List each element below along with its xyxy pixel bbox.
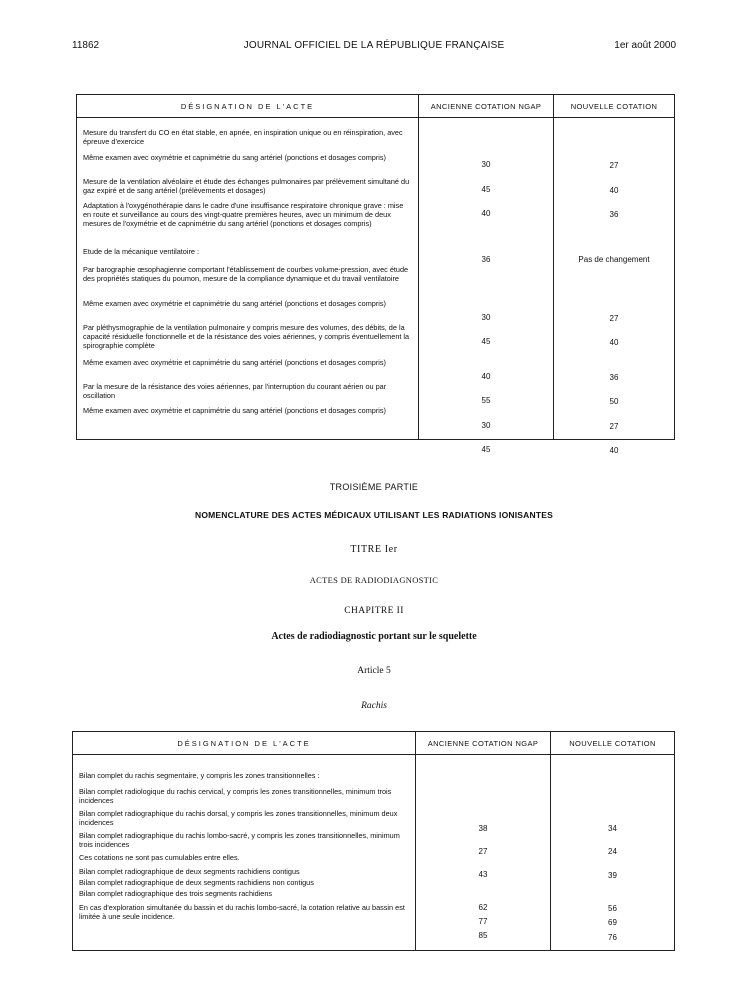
new-cotation-value: 40 bbox=[609, 446, 619, 455]
table-row-designation: Etude de la mécanique ventilatoire : bbox=[83, 247, 200, 256]
new-cotation-value: 36 bbox=[609, 373, 619, 382]
table-row-designation: Adaptation à l'oxygénothérapie dans le cadre d'une insuffisance respiratoire chronique grave : mise en route et surveillance au cours des vingt-quatre premières heures, avec un minimum de deux mesures de l'oxymétrie et de capnimétrie du sang artériel (ponctions et dosages compris) bbox=[83, 201, 404, 228]
table-header-row bbox=[77, 95, 675, 118]
title-heading: TITRE Ier bbox=[350, 544, 398, 555]
table-row-designation: Par pléthysmographie de la ventilation pulmonaire y compris mesure des volumes, des débits, de la capacité résiduelle fonctionnelle et de la résistance des voies aériennes, y compris éventuellement la spirographie complète bbox=[83, 323, 410, 350]
cotation-table-rachis bbox=[72, 731, 675, 951]
table-row-designation: Bilan complet radiographique de deux segments rachidiens non contigus bbox=[79, 878, 314, 887]
column-header-designation: DÉSIGNATION DE L'ACTE bbox=[73, 732, 416, 755]
new-cotation-value: 50 bbox=[609, 397, 619, 406]
old-cotation-value: 85 bbox=[478, 931, 488, 940]
table-row-designation: Même examen avec oxymétrie et capnimétrie du sang artériel (ponctions et dosages compris) bbox=[83, 299, 386, 308]
table-row-designation: Mesure du transfert du CO en état stable, en apnée, en inspiration unique ou en réinspiration, avec épreuve d'exercice bbox=[83, 128, 403, 146]
old-cotation-value: 43 bbox=[478, 870, 488, 879]
article-heading: Article 5 bbox=[357, 666, 391, 676]
table-row-designation: Même examen avec oxymétrie et capnimétrie du sang artériel (ponctions et dosages compris) bbox=[83, 153, 386, 162]
table-row-designation: Même examen avec oxymétrie et capnimétrie du sang artériel (ponctions et dosages compris) bbox=[83, 358, 386, 367]
table-header-row bbox=[73, 732, 675, 755]
table-row-designation: Par la mesure de la résistance des voies aériennes, par l'interruption du courant aérien ou par oscillation bbox=[83, 382, 387, 400]
publication-date: 1er août 2000 bbox=[614, 40, 676, 51]
chapter-heading: CHAPITRE II bbox=[344, 606, 404, 616]
nomenclature-heading: NOMENCLATURE DES ACTES MÉDICAUX UTILISANT LES RADIATIONS IONISANTES bbox=[195, 510, 553, 520]
new-cotation-value: 24 bbox=[608, 847, 617, 856]
designation-list bbox=[79, 771, 409, 925]
old-cotation-value: 40 bbox=[481, 372, 491, 381]
table-row-designation: Bilan complet radiographique des trois segments rachidiens bbox=[79, 889, 273, 898]
new-cotation-value: 40 bbox=[609, 338, 619, 347]
new-cotation-value: 27 bbox=[609, 422, 619, 431]
old-cotation-column bbox=[419, 118, 554, 454]
old-cotation-value: 55 bbox=[481, 396, 491, 405]
new-cotation-value: 27 bbox=[609, 161, 619, 170]
new-cotation-value: 39 bbox=[608, 871, 617, 880]
new-cotation-value: 34 bbox=[608, 824, 617, 833]
new-cotation-value: 40 bbox=[609, 186, 619, 195]
old-cotation-value: 36 bbox=[481, 255, 491, 264]
old-cotation-value: 62 bbox=[478, 903, 488, 912]
old-cotation-value: 40 bbox=[481, 209, 491, 218]
table-row-designation: En cas d'exploration simultanée du bassin et du rachis lombo-sacré, la cotation relative au bassin est limitée à une seule incidence. bbox=[79, 903, 405, 921]
new-cotation-value: 76 bbox=[608, 933, 617, 942]
table-row-designation: Bilan complet radiologique du rachis cervical, y compris les zones transitionnelles, minimum trois incidences bbox=[79, 787, 392, 805]
table-body bbox=[77, 118, 675, 440]
new-cotation-value: 69 bbox=[608, 918, 617, 927]
cotation-table-ventilation bbox=[76, 94, 675, 455]
old-cotation-value: 77 bbox=[478, 917, 488, 926]
old-cotation-value: 30 bbox=[481, 160, 491, 169]
old-cotation-value: 38 bbox=[478, 824, 488, 833]
designation-column bbox=[77, 118, 419, 440]
table-row-designation: Même examen avec oxymétrie et capnimétrie du sang artériel (ponctions et dosages compris) bbox=[83, 406, 386, 415]
old-cotation-value: 45 bbox=[481, 445, 491, 454]
table-row-designation: Bilan complet radiographique de deux segments rachidiens contigus bbox=[79, 867, 300, 876]
table-row-designation: Bilan complet radiographique du rachis dorsal, y compris les zones transitionnelles, minimum deux incidences bbox=[79, 809, 398, 827]
table-row-designation: Bilan complet radiographique du rachis lombo-sacré, y compris les zones transitionnelles, minimum trois incidences bbox=[79, 831, 400, 849]
old-cotation-value: 30 bbox=[481, 313, 491, 322]
page-number: 11862 bbox=[72, 40, 100, 51]
column-header-new-cotation: NOUVELLE COTATION bbox=[554, 95, 675, 118]
new-cotation-value: Pas de changement bbox=[578, 255, 650, 264]
table-body bbox=[73, 755, 675, 951]
new-cotation-value: 56 bbox=[608, 904, 617, 913]
page-header bbox=[72, 40, 676, 54]
old-cotation-column bbox=[416, 755, 551, 951]
designation-list bbox=[83, 128, 412, 428]
chapter-title: Actes de radiodiagnostic portant sur le squelette bbox=[271, 631, 477, 642]
old-cotation-value: 45 bbox=[481, 185, 491, 194]
column-header-old-cotation: ANCIENNE COTATION NGAP bbox=[419, 95, 554, 118]
table-row-designation: Mesure de la ventilation alvéolaire et étude des échanges pulmonaires par prélèvement simultané du gaz expiré et de sang artériel (prélèvements et dosages) bbox=[83, 177, 410, 195]
old-cotation-value: 30 bbox=[481, 421, 491, 430]
new-cotation-value: 36 bbox=[609, 210, 619, 219]
table-row-designation: Ces cotations ne sont pas cumulables entre elles. bbox=[79, 853, 240, 862]
new-cotation-column bbox=[551, 755, 675, 951]
acts-heading: ACTES DE RADIODIAGNOSTIC bbox=[309, 575, 439, 585]
column-header-new-cotation: NOUVELLE COTATION bbox=[551, 732, 675, 755]
table-row-designation: Bilan complet du rachis segmentaire, y compris les zones transitionnelles : bbox=[79, 771, 320, 780]
column-header-designation: DÉSIGNATION DE L'ACTE bbox=[77, 95, 419, 118]
journal-title: JOURNAL OFFICIEL DE LA RÉPUBLIQUE FRANÇAISE bbox=[243, 40, 505, 51]
part-heading: TROISIÈME PARTIE bbox=[329, 482, 419, 492]
new-cotation-value: 27 bbox=[609, 314, 619, 323]
new-cotation-column bbox=[554, 118, 675, 455]
column-header-old-cotation: ANCIENNE COTATION NGAP bbox=[416, 732, 551, 755]
old-cotation-value: 45 bbox=[481, 337, 491, 346]
old-cotation-value: 27 bbox=[478, 847, 488, 856]
table-row-designation: Par barographie œsophagienne comportant l'établissement de courbes volume-pression, avec étude des propriétés statiques du poumon, mesure de la compliance dynamique et du travail ventilatoire bbox=[83, 265, 409, 283]
subsection-title: Rachis bbox=[361, 701, 387, 711]
designation-column bbox=[73, 755, 416, 951]
